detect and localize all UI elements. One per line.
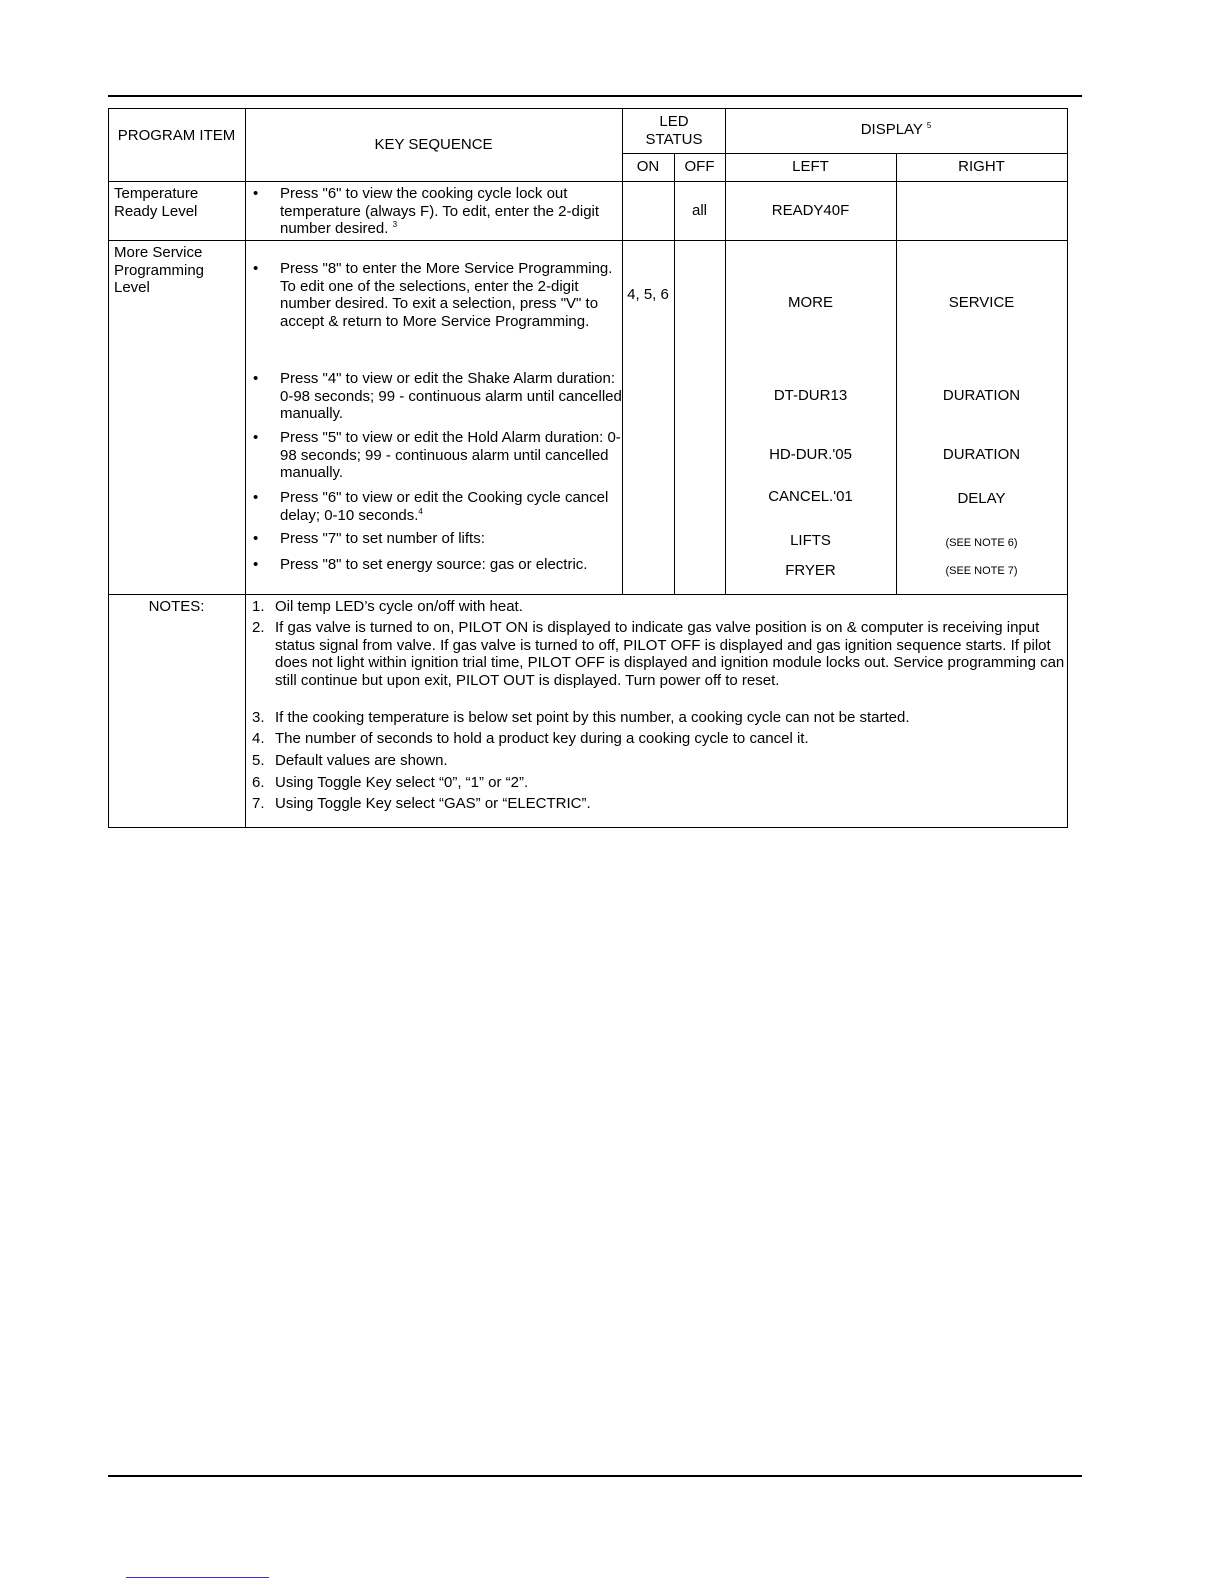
row2-bullet-2-text: Press "4" to view or edit the Shake Alarm duration: 0-98 seconds; 99 - continuous alarm until cancelled manually. bbox=[280, 370, 622, 422]
row2-bottom-line bbox=[108, 594, 1068, 595]
header-display-sup: 5 bbox=[926, 121, 932, 130]
note-number: 5. bbox=[252, 752, 265, 769]
row2-b5-left: LIFTS bbox=[790, 532, 831, 549]
col-sep-left-right bbox=[896, 153, 897, 594]
bottom-rule bbox=[108, 1475, 1082, 1477]
table-border-bottom bbox=[108, 827, 1068, 828]
row1-key-sup: 3 bbox=[392, 220, 398, 229]
row2-led-on: 4, 5, 6 bbox=[627, 286, 669, 303]
note-text: If gas valve is turned to on, PILOT ON is displayed to indicate gas valve position is on & computer is receiving input status signal from valve. If gas valve is turned to off, PILOT OFF is displayed and gas ignition sequence starts. If pilot does not light within ignition trial time, PILOT OFF is displayed and ignition module locks out. Service programming can still continue but upon exit, PILOT OUT is displayed. Turn power off to reset. bbox=[275, 619, 1065, 689]
bullet-dot: • bbox=[253, 489, 259, 506]
note-number: 2. bbox=[252, 619, 265, 636]
note-text: Using Toggle Key select “0”, “1” or “2”. bbox=[275, 774, 529, 791]
note-number: 6. bbox=[252, 774, 265, 791]
row2-b5-right: (SEE NOTE 6) bbox=[945, 537, 1018, 549]
header-display-label: DISPLAY bbox=[860, 121, 923, 138]
note-number: 4. bbox=[252, 730, 265, 747]
row2-b2-right: DURATION bbox=[942, 387, 1021, 404]
row2-b3-left: HD-DUR.'05 bbox=[769, 446, 852, 463]
note-number: 1. bbox=[252, 598, 265, 615]
bullet-dot: • bbox=[253, 556, 259, 573]
note-number: 7. bbox=[252, 795, 265, 812]
sub-header-line bbox=[622, 153, 1068, 154]
note-text: Oil temp LED’s cycle on/off with heat. bbox=[275, 598, 523, 615]
header-left: LEFT bbox=[792, 158, 829, 175]
row2-b4-right: DELAY bbox=[957, 490, 1006, 507]
top-rule bbox=[108, 95, 1082, 97]
row1-led-off: all bbox=[691, 202, 707, 219]
bullet-dot: • bbox=[253, 260, 259, 277]
row1-bottom-line bbox=[108, 240, 1068, 241]
header-right: RIGHT bbox=[958, 158, 1005, 175]
program-table bbox=[108, 108, 1080, 838]
row2-b6-left: FRYER bbox=[785, 562, 836, 579]
header-on: ON bbox=[636, 158, 660, 175]
row2-b4-left: CANCEL.'01 bbox=[768, 488, 853, 505]
bullet-dot: • bbox=[253, 370, 259, 387]
header-display bbox=[725, 121, 1067, 139]
note-text: The number of seconds to hold a product key during a cooking cycle to cancel it. bbox=[275, 730, 809, 747]
row2-bullet-5-text: Press "7" to set number of lifts: bbox=[280, 530, 485, 547]
header-key-sequence: KEY SEQUENCE bbox=[374, 136, 493, 153]
header-led-status: LED STATUS bbox=[645, 113, 703, 148]
note-text: Using Toggle Key select “GAS” or “ELECTRIC”. bbox=[275, 795, 591, 812]
bullet-dot: • bbox=[253, 530, 259, 547]
row2-b1-right: SERVICE bbox=[948, 294, 1015, 311]
note-number: 3. bbox=[252, 709, 265, 726]
row2-b1-left: MORE bbox=[788, 294, 833, 311]
row1-key-body: Press "6" to view the cooking cycle lock out temperature (always F). To edit, enter the 2-digit number desired. bbox=[280, 185, 600, 237]
bullet-dot: • bbox=[253, 185, 259, 202]
row2-item: More Service Programming Level bbox=[114, 244, 205, 296]
row1-item: Temperature Ready Level bbox=[114, 185, 199, 220]
note-text: If the cooking temperature is below set point by this number, a cooking cycle can not be started. bbox=[275, 709, 910, 726]
table-border-top bbox=[108, 108, 1068, 109]
bullet-dot: • bbox=[253, 429, 259, 446]
row2-bullet-4-sup: 4 bbox=[418, 506, 423, 516]
row2-bullet-1-text: Press "8" to enter the More Service Programming. To edit one of the selections, enter the 2-digit number desired. To exit a selection, press "V" to accept & return to More Service Programming. bbox=[280, 260, 613, 330]
footer-link-underline[interactable] bbox=[126, 1577, 269, 1578]
row1-key-text bbox=[280, 185, 625, 238]
table-border-left bbox=[108, 108, 109, 828]
col-sep-item bbox=[245, 108, 246, 828]
row2-bullet-3-text: Press "5" to view or edit the Hold Alarm duration: 0-98 seconds; 99 - continuous alarm until cancelled manually. bbox=[280, 429, 621, 481]
row2-b6-right: (SEE NOTE 7) bbox=[945, 565, 1018, 577]
header-program-item: PROGRAM ITEM bbox=[117, 127, 236, 144]
row2-bullet-4-body: Press "6" to view or edit the Cooking cycle cancel delay; 0-10 seconds. bbox=[280, 489, 609, 524]
notes-label: NOTES: bbox=[148, 598, 205, 615]
row2-b3-right: DURATION bbox=[942, 446, 1021, 463]
row2-b2-left: DT-DUR13 bbox=[773, 387, 848, 404]
row1-display-left: READY40F bbox=[771, 202, 850, 219]
note-text: Default values are shown. bbox=[275, 752, 448, 769]
row2-bullet-6-text: Press "8" to set energy source: gas or electric. bbox=[280, 556, 588, 573]
row2-bullet-4-text bbox=[280, 489, 625, 524]
header-bottom-line bbox=[108, 181, 1068, 182]
header-off: OFF bbox=[684, 158, 715, 175]
